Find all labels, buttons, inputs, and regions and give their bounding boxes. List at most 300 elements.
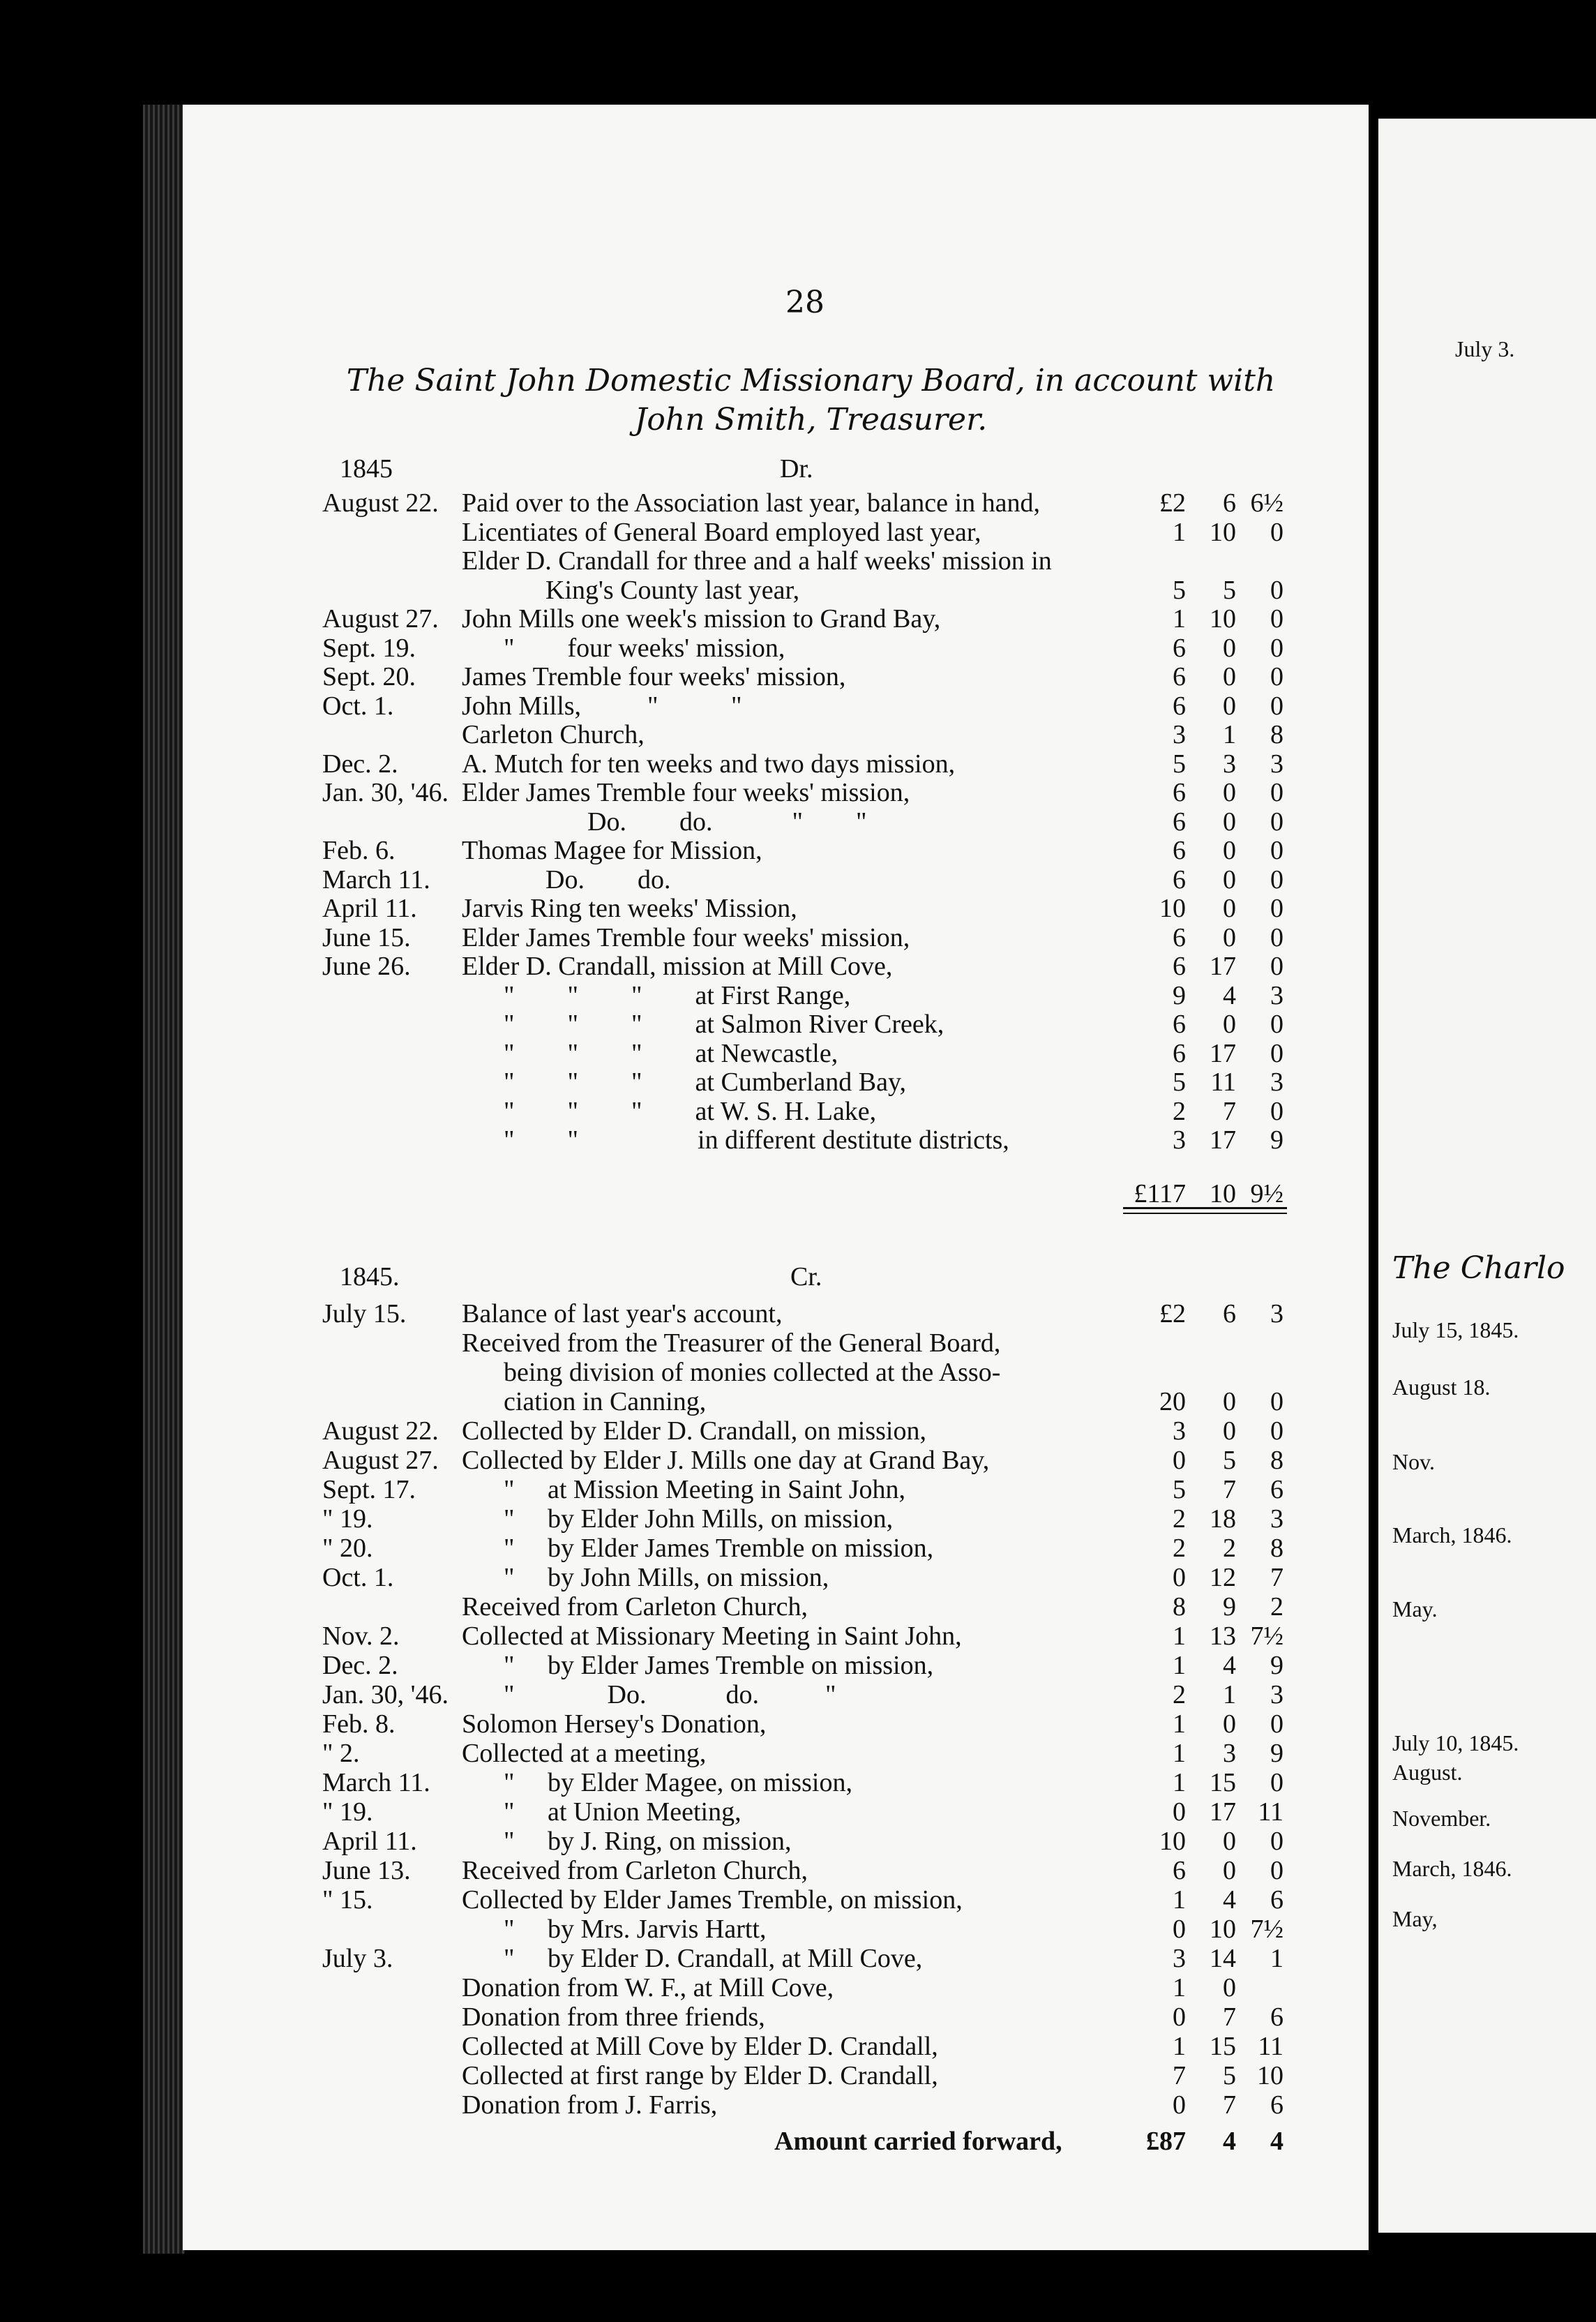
ledger-row [322,1680,1299,1709]
facing-date: Nov. [1392,1449,1436,1474]
entry-description: Received from Carleton Church, [462,1592,808,1621]
entry-pence: 0 [1270,1038,1283,1068]
page-right [1378,119,1596,2233]
entry-pence: 3 [1270,749,1283,779]
entry-description: John Mills, " " [462,691,742,721]
entry-pounds: 1 [1173,1709,1186,1739]
entry-pence: 0 [1270,922,1283,952]
entry-description: Elder D. Crandall for three and a half weeks' mission in [462,546,1052,576]
entry-description: " " " at W. S. H. Lake, [504,1096,877,1126]
ledger-row [322,1358,1299,1387]
entry-date: March 11. [322,864,430,894]
entry-shillings: 15 [1210,1768,1236,1797]
entry-shillings: 0 [1223,1387,1236,1416]
entry-description: Collected by Elder James Tremble, on mission, [462,1885,963,1915]
entry-description: King's County last year, [545,575,800,605]
entry-description: " at Mission Meeting in Saint John, [504,1475,906,1504]
entry-shillings: 1 [1223,1680,1236,1709]
dr-label: Dr. [780,454,813,484]
entry-description: Collected at Missionary Meeting in Saint John, [462,1621,962,1651]
entry-date: Nov. 2. [322,1621,400,1651]
entry-pounds: 1 [1173,2032,1186,2061]
entry-pence: 0 [1270,1827,1283,1856]
entry-pounds: 1 [1173,1621,1186,1651]
entry-description: Elder D. Crandall, mission at Mill Cove, [462,952,893,981]
ledger-row [322,1621,1299,1651]
entry-shillings: 7 [1223,2090,1236,2120]
entry-shillings: 0 [1223,778,1236,807]
entry-date: July 15. [322,1299,407,1328]
ledger-row [322,1446,1299,1475]
book-edge [143,105,185,2254]
entry-pence: 0 [1270,604,1283,634]
entry-date: July 3. [322,1944,393,1973]
entry-pounds: 6 [1173,778,1186,807]
entry-shillings: 0 [1223,1416,1236,1446]
entry-pence: 6½ [1250,488,1283,518]
ledger-row [322,546,1299,576]
entry-shillings: 3 [1223,749,1236,779]
entry-shillings: 17 [1210,1125,1236,1155]
entry-pounds: 2 [1173,1504,1186,1534]
entry-shillings: 0 [1223,1010,1236,1039]
title-line-1: The Saint John Domestic Missionary Board, in account with [346,363,1276,398]
ledger-row [322,749,1299,779]
ledger-row [322,1563,1299,1592]
ledger-row [322,1039,1299,1068]
entry-shillings: 0 [1223,1856,1236,1885]
entry-shillings: 0 [1223,1827,1236,1856]
entry-pence: 0 [1270,633,1283,663]
entry-pounds: 3 [1173,720,1186,749]
ledger-row [322,1475,1299,1504]
entry-pounds: 3 [1173,1416,1186,1446]
entry-shillings: 5 [1223,575,1236,605]
carried-shillings: 4 [1223,2127,1236,2156]
entry-date: Sept. 19. [322,633,416,663]
ledger-row [322,1651,1299,1680]
ledger-row [322,662,1299,691]
entry-pence: 9 [1270,1739,1283,1768]
ledger-row [322,691,1299,721]
entry-pounds: 3 [1173,1125,1186,1155]
ledger-row [322,1504,1299,1534]
entry-pounds: 0 [1173,1563,1186,1592]
entry-pounds: 6 [1173,1010,1186,1039]
entry-pounds: 0 [1173,1915,1186,1944]
entry-pounds: 6 [1173,922,1186,952]
entry-description: Collected by Elder J. Mills one day at Grand Bay, [462,1446,990,1475]
entry-shillings: 0 [1223,633,1236,663]
entry-shillings: 17 [1210,1797,1236,1827]
entry-pence: 0 [1270,836,1283,865]
ledger-row [322,1797,1299,1827]
entry-description: " " " at Salmon River Creek, [504,1010,944,1039]
entry-date: June 15. [322,922,411,952]
entry-date: Dec. 2. [322,1651,398,1680]
entry-description: Collected at a meeting, [462,1739,707,1768]
entry-pounds: 1 [1173,1651,1186,1680]
carried-pence: 4 [1270,2127,1283,2156]
entry-description: " " " at Cumberland Bay, [504,1068,907,1097]
facing-date: November. [1392,1806,1491,1831]
entry-pence: 0 [1270,691,1283,721]
entry-description: " " " at First Range, [504,980,851,1010]
entry-date: April 11. [322,1827,417,1856]
entry-shillings: 0 [1223,691,1236,721]
entry-description: Donation from J. Farris, [462,2090,718,2120]
ledger-row [322,1827,1299,1856]
entry-pence: 8 [1270,1446,1283,1475]
entry-pounds: 20 [1159,1387,1186,1416]
entry-pounds: 1 [1173,517,1186,547]
ledger-row [322,807,1299,837]
entry-shillings: 2 [1223,1534,1236,1563]
entry-description: " at Union Meeting, [504,1797,741,1827]
ledger-row [322,1944,1299,1973]
entry-pence: 7½ [1250,1915,1283,1944]
entry-date: " 19. [322,1797,373,1827]
entry-pence: 6 [1270,1885,1283,1915]
ledger-row [322,1885,1299,1915]
entry-pounds: 6 [1173,836,1186,865]
entry-date: " 20. [322,1534,373,1563]
entry-shillings: 0 [1223,922,1236,952]
entry-description: " " " at Newcastle, [504,1038,838,1068]
entry-description: " " in different destitute districts, [504,1125,1009,1155]
entry-pounds: 1 [1173,1768,1186,1797]
entry-date: Feb. 6. [322,836,396,865]
ledger-row [322,1010,1299,1039]
entry-pence: 0 [1270,1416,1283,1446]
entry-date: Jan. 30, '46. [322,1680,449,1709]
ledger-row [322,634,1299,663]
entry-pounds: 2 [1173,1534,1186,1563]
entry-pounds: 6 [1173,864,1186,894]
entry-pence: 3 [1270,1680,1283,1709]
ledger-row [322,1534,1299,1563]
entry-description: " by J. Ring, on mission, [504,1827,792,1856]
entry-description: being division of monies collected at the Asso- [504,1358,1001,1387]
entry-pounds: 6 [1173,1856,1186,1885]
entry-description: Licentiates of General Board employed last year, [462,517,981,547]
cr-year: 1845. [340,1262,400,1291]
entry-pounds: 5 [1173,575,1186,605]
entry-description: Received from Carleton Church, [462,1856,808,1885]
entry-pounds: 1 [1173,1885,1186,1915]
entry-description: " by Elder James Tremble on mission, [504,1534,934,1563]
entry-description: " by Elder Magee, on mission, [504,1768,852,1797]
ledger-row [322,720,1299,749]
title-line-2: John Smith, Treasurer. [634,402,988,437]
entry-shillings: 5 [1223,2061,1236,2090]
entry-description: " by John Mills, on mission, [504,1563,829,1592]
ledger-row [322,1768,1299,1797]
entry-description: James Tremble four weeks' mission, [462,662,846,691]
facing-date: March, 1846. [1392,1522,1512,1548]
ledger-row [322,1387,1299,1416]
entry-date: Feb. 8. [322,1709,396,1739]
entry-pounds: 7 [1173,2061,1186,2090]
facing-heading: The Charlo [1392,1250,1565,1286]
entry-pounds: 1 [1173,1973,1186,2002]
ledger-row [322,836,1299,865]
entry-description: Elder James Tremble four weeks' mission, [462,778,910,807]
entry-pence: 3 [1270,1068,1283,1097]
entry-pence: 0 [1270,894,1283,923]
ledger-row [322,952,1299,981]
entry-shillings: 0 [1223,894,1236,923]
entry-date: June 26. [322,952,411,981]
facing-date: August. [1392,1760,1463,1785]
entry-pence: 3 [1270,1504,1283,1534]
facing-date: March, 1846. [1392,1856,1512,1881]
ledger-row [322,1125,1299,1155]
entry-description: Carleton Church, [462,720,645,749]
entry-shillings: 0 [1223,1709,1236,1739]
dr-total-double-rule [1123,1213,1287,1214]
entry-description: " Do. do. " [504,1680,836,1709]
entry-pence: 0 [1270,662,1283,691]
entry-pence: 8 [1270,1534,1283,1563]
facing-date: July 15, 1845. [1392,1317,1519,1342]
entry-description: Collected at first range by Elder D. Crandall, [462,2061,938,2090]
entry-description: Elder James Tremble four weeks' mission, [462,922,910,952]
entry-pence: 0 [1270,1387,1283,1416]
entry-pounds: 10 [1159,894,1186,923]
entry-pounds: 2 [1173,1680,1186,1709]
entry-date: Jan. 30, '46. [322,778,449,807]
entry-pounds: 6 [1173,1038,1186,1068]
dr-total-shillings: 10 [1210,1179,1236,1208]
dr-total-row [322,1179,1299,1208]
entry-shillings: 9 [1223,1592,1236,1621]
entry-description: Do. do. " " [587,807,867,837]
ledger-row [322,488,1299,518]
entry-date: Dec. 2. [322,749,398,779]
entry-shillings: 10 [1210,604,1236,634]
entry-shillings: 6 [1223,1299,1236,1328]
entry-description: Balance of last year's account, [462,1299,783,1328]
entry-pence: 0 [1270,1096,1283,1126]
ledger-row [322,2061,1299,2090]
entry-date: June 13. [322,1856,411,1885]
entry-pence: 0 [1270,864,1283,894]
entry-shillings: 4 [1223,980,1236,1010]
entry-shillings: 4 [1223,1651,1236,1680]
entry-description: " four weeks' mission, [504,633,785,663]
entry-description: Donation from W. F., at Mill Cove, [462,1973,834,2002]
entry-shillings: 7 [1223,1096,1236,1126]
ledger-row [322,2002,1299,2032]
ledger-row [322,1328,1299,1358]
entry-date: April 11. [322,894,417,923]
entry-pence: 0 [1270,517,1283,547]
entry-pence: 8 [1270,720,1283,749]
entry-shillings: 0 [1223,807,1236,837]
entry-shillings: 0 [1223,836,1236,865]
entry-date: Oct. 1. [322,1563,394,1592]
entry-shillings: 12 [1210,1563,1236,1592]
ledger-row [322,865,1299,894]
ledger-row [322,1068,1299,1097]
entry-pounds: 6 [1173,633,1186,663]
entry-description: A. Mutch for ten weeks and two days mission, [462,749,956,779]
ledger-row [322,778,1299,807]
entry-shillings: 15 [1210,2032,1236,2061]
entry-description: ciation in Canning, [504,1387,707,1416]
entry-shillings: 4 [1223,1885,1236,1915]
entry-description: John Mills one week's mission to Grand Bay, [462,604,941,634]
ledger-row [322,576,1299,605]
entry-date: August 22. [322,488,439,518]
entry-pounds: 6 [1173,691,1186,721]
entry-pence: 0 [1270,1709,1283,1739]
entry-description: Jarvis Ring ten weeks' Mission, [462,894,797,923]
entry-shillings: 5 [1223,1446,1236,1475]
entry-pence: 0 [1270,575,1283,605]
entry-pence: 3 [1270,980,1283,1010]
entry-shillings: 6 [1223,488,1236,518]
entry-pence: 7½ [1250,1621,1283,1651]
ledger-row [322,1856,1299,1885]
entry-pounds: 0 [1173,1446,1186,1475]
entry-pence: 0 [1270,1010,1283,1039]
entry-shillings: 18 [1210,1504,1236,1534]
ledger-row [322,1973,1299,2002]
entry-description: " by Elder John Mills, on mission, [504,1504,894,1534]
entry-pounds: 0 [1173,2002,1186,2032]
ledger-row [322,2032,1299,2061]
ledger-row [322,923,1299,952]
entry-description: Received from the Treasurer of the General Board, [462,1328,1001,1358]
entry-description: " by Elder D. Crandall, at Mill Cove, [504,1944,923,1973]
dr-year: 1845 [340,454,393,484]
entry-description: " by Mrs. Jarvis Hartt, [504,1915,767,1944]
entry-pence: 0 [1270,1856,1283,1885]
entry-pence: 0 [1270,807,1283,837]
facing-top-date: July 3. [1455,336,1515,361]
ledger-row [322,1592,1299,1621]
entry-pence: 11 [1258,2032,1283,2061]
entry-pence: 11 [1258,1797,1283,1827]
facing-date: July 10, 1845. [1392,1730,1519,1755]
entry-date: " 2. [322,1739,360,1768]
entry-description: " by Elder James Tremble on mission, [504,1651,934,1680]
ledger-row [322,894,1299,923]
entry-pounds: 0 [1173,1797,1186,1827]
entry-description: Collected at Mill Cove by Elder D. Crandall, [462,2032,938,2061]
entry-shillings: 10 [1210,1915,1236,1944]
entry-pounds: 3 [1173,1944,1186,1973]
entry-pence: 0 [1270,778,1283,807]
page-number: 28 [785,285,825,320]
ledger-row [322,1299,1299,1328]
entry-pounds: 2 [1173,1096,1186,1126]
entry-shillings: 7 [1223,2002,1236,2032]
entry-date: August 22. [322,1416,439,1446]
entry-shillings: 0 [1223,662,1236,691]
ledger-row [322,1739,1299,1768]
account-title [328,361,1294,440]
carried-forward-row [322,2127,1299,2156]
entry-pence: 10 [1257,2061,1283,2090]
entry-shillings: 1 [1223,720,1236,749]
entry-pounds: 5 [1173,749,1186,779]
entry-shillings: 7 [1223,1475,1236,1504]
dr-total-pence: 9½ [1250,1179,1283,1208]
entry-shillings: 11 [1210,1068,1236,1097]
entry-shillings: 17 [1210,952,1236,981]
entry-description: Collected by Elder D. Crandall, on mission, [462,1416,926,1446]
ledger-row [322,1915,1299,1944]
entry-description: Thomas Magee for Mission, [462,836,762,865]
cr-label: Cr. [790,1262,822,1291]
entry-pence: 9 [1270,1651,1283,1680]
facing-date: August 18. [1392,1375,1491,1400]
entry-pence: 2 [1270,1592,1283,1621]
entry-shillings: 10 [1210,517,1236,547]
entry-date: Oct. 1. [322,691,394,721]
entry-pence: 1 [1270,1944,1283,1973]
entry-date: August 27. [322,604,439,634]
entry-pounds: £2 [1159,488,1186,518]
entry-pence: 7 [1270,1563,1283,1592]
ledger-row [322,981,1299,1010]
entry-description: Solomon Hersey's Donation, [462,1709,767,1739]
entry-pence: 3 [1270,1299,1283,1328]
facing-date: May, [1392,1906,1438,1931]
entry-shillings: 0 [1223,864,1236,894]
entry-pounds: 1 [1173,1739,1186,1768]
entry-description: Do. do. [545,864,671,894]
ledger-row [322,1097,1299,1126]
entry-pounds: 5 [1173,1068,1186,1097]
ledger-row [322,2090,1299,2120]
entry-pounds: 6 [1173,952,1186,981]
entry-date: March 11. [322,1768,430,1797]
entry-date: Sept. 17. [322,1475,416,1504]
entry-pounds: 6 [1173,662,1186,691]
entry-date: " 15. [322,1885,373,1915]
entry-pounds: £2 [1159,1299,1186,1328]
entry-shillings: 0 [1223,1973,1236,2002]
entry-pounds: 9 [1173,980,1186,1010]
entry-description: Paid over to the Association last year, balance in hand, [462,488,1040,518]
entry-shillings: 17 [1210,1038,1236,1068]
entry-date: August 27. [322,1446,439,1475]
entry-pence: 6 [1270,2090,1283,2120]
entry-shillings: 14 [1210,1944,1236,1973]
carried-pounds: £87 [1146,2127,1186,2156]
entry-pounds: 10 [1159,1827,1186,1856]
entry-pence: 6 [1270,1475,1283,1504]
facing-date: May. [1392,1596,1438,1621]
carried-forward-label: Amount carried forward, [774,2127,1062,2156]
ledger-row [322,1709,1299,1739]
dr-total-pounds: £117 [1134,1179,1186,1208]
entry-pounds: 5 [1173,1475,1186,1504]
ledger-row [322,518,1299,547]
entry-description: Donation from three friends, [462,2002,765,2032]
entry-pounds: 6 [1173,807,1186,837]
entry-pounds: 8 [1173,1592,1186,1621]
ledger-row [322,1416,1299,1446]
entry-pence: 6 [1270,2002,1283,2032]
entry-shillings: 3 [1223,1739,1236,1768]
entry-pounds: 1 [1173,604,1186,634]
entry-pence: 0 [1270,1768,1283,1797]
